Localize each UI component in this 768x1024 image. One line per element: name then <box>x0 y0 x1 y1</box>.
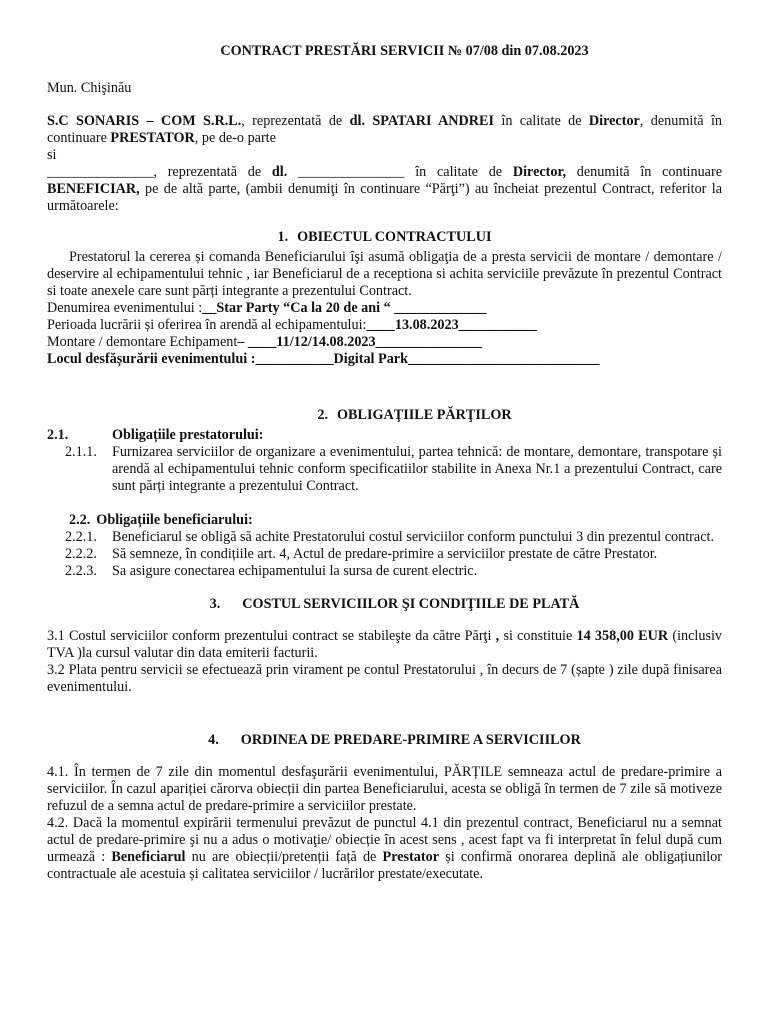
section-2-2-heading: 2.2. Obligațiile beneficiarului: <box>69 512 253 528</box>
clause-4-2: 4.2. Dacă la momentul expirării termenului prevăzut de punctul 4.1 din prezentul contract, Beneficiarul nu a semnat actul de predare-primire şi nu a adus o motivaţie/ obiecție în acest sens , acest fapt va fi interpretat în felul după cum urmează : Beneficiarul nu are obiecții/pretenții față de Prestator și confirmă onorarea deplină ale obligațiunilor contractuale ale acestuia și calitatea serviciilor / lucrărilor prestate/executate. <box>47 815 723 882</box>
section-4-heading: 4. ORDINEA DE PREDARE-PRIMIRE A SERVICIILOR <box>208 732 581 748</box>
client-blank: _______________ <box>47 164 154 180</box>
event-name-row: Denumirea evenimentului : __Star Party “Ca la 20 de ani “ _____________ <box>47 300 487 316</box>
mount-row: Montare / demontare Echipament – ____11/12/14.08.2023_______________ <box>47 334 483 350</box>
mount-value: – ____11/12/14.08.2023_______________ <box>237 334 483 350</box>
event-name-value: __Star Party “Ca la 20 de ani “ _____________ <box>202 300 487 316</box>
section-1-paragraph: Prestatorul la cererea și comanda Beneficiarului îşi asumă obligaţia de a presta servicii de montare / demontare / deservire al echipamentului tehnic , iar Beneficiarul de a receptiona si achita serviciile prevăzute în prezentul Contract si toate anexele care sunt părți integrante a prezentului Contract. <box>47 249 722 299</box>
section-1-heading: 1. OBIECTUL CONTRACTULUI <box>277 229 492 245</box>
section-2-1-heading: 2.1. Obligațiile prestatorului: <box>47 427 264 443</box>
city: Mun. Chişinău <box>47 80 132 96</box>
location-value: ___________Digital Park___________________________ <box>255 351 600 367</box>
provider-alias: PRESTATOR <box>110 130 195 146</box>
and-word: si <box>47 147 57 163</box>
clause-3-1: 3.1 Costul serviciilor conform prezentului contract se stabileşte da către Părţi , si constituie 14 358,00 EUR (inclusiv TVA )la cursul valutar din data emiterii facturii. <box>47 628 722 661</box>
period-value: ____13.08.2023___________ <box>366 317 537 333</box>
section-2-heading: 2. OBLIGAŢIILE PĂRŢILOR <box>317 407 512 423</box>
contract-title: CONTRACT PRESTĂRI SERVICII № 07/08 din 07.08.2023 <box>220 43 589 59</box>
period-row: Perioada lucrării și oferirea în arendă al echipamentului: ____13.08.2023___________ <box>47 317 537 333</box>
client-rep-blank: _______________ <box>287 164 405 180</box>
item-2-2-3: 2.2.3. Sa asigure conectarea echipamentului la sursa de curent electric. <box>65 563 478 579</box>
item-2-2-2: 2.2.2. Să semneze, în condițiile art. 4, Actul de predare-primire a serviciilor prestate de către Prestator. <box>65 546 658 562</box>
contract-page <box>47 43 722 883</box>
section-3-heading: 3. COSTUL SERVICIILOR ŞI CONDIŢIILE DE PLATĂ <box>209 596 580 612</box>
clause-4-1: 4.1. În termen de 7 zile din momentul desfaşurării evenimentului, PĂRȚILE semneaza actul de predare-primire a serviciilor. În cazul apariției cărorva obiecții din partea Beneficiarului, acesta se obligă în termen de 7 zile să motiveze refuzul de a semna actul de predare-primire a serviciilor prestate. <box>47 764 722 814</box>
client-paragraph: _______________, reprezentată de dl. _______________ în calitate de Director, denumită în continuare BENEFICIAR, pe de altă parte, (ambii denumiţi în continuare “Părţi”) au încheiat prezentul Contract, referitor la următoarele: <box>47 164 722 214</box>
clause-3-2: 3.2 Plata pentru servicii se efectuează prin virament pe contul Prestatorului , în decurs de 7 (șapte ) zile după finisarea evenimentului. <box>47 662 722 695</box>
provider-role: Director <box>588 113 640 129</box>
client-alias: BENEFICIAR, <box>47 181 140 197</box>
contract-amount: 14 358,00 EUR <box>576 628 669 644</box>
location-row: Locul desfășurării evenimentului : ___________Digital Park___________________________ <box>47 351 600 367</box>
item-2-1-1: 2.1.1. Furnizarea serviciilor de organizare a evenimentului, partea tehnică: de montare, demontare, transpotare și arendă al echipamentului tehnic conform specificatiilor stabilite in Anexa Nr.1 a prezentului Contract, care sunt părți integrante a prezentului Contract. <box>65 444 722 494</box>
provider-paragraph: S.C SONARIS – COM S.R.L., reprezentată de dl. SPATARI ANDREI în calitate de Director, denumită în continuare PRESTATOR, pe de-o parte <box>47 113 722 146</box>
provider-rep: dl. SPATARI ANDREI <box>349 113 495 129</box>
item-2-2-1: 2.2.1. Beneficiarul se obligă să achite Prestatorului costul serviciilor conform punctului 3 din prezentul contract. <box>65 529 714 545</box>
provider-name: S.C SONARIS – COM S.R.L. <box>47 113 242 129</box>
client-role: Director, <box>512 164 567 180</box>
